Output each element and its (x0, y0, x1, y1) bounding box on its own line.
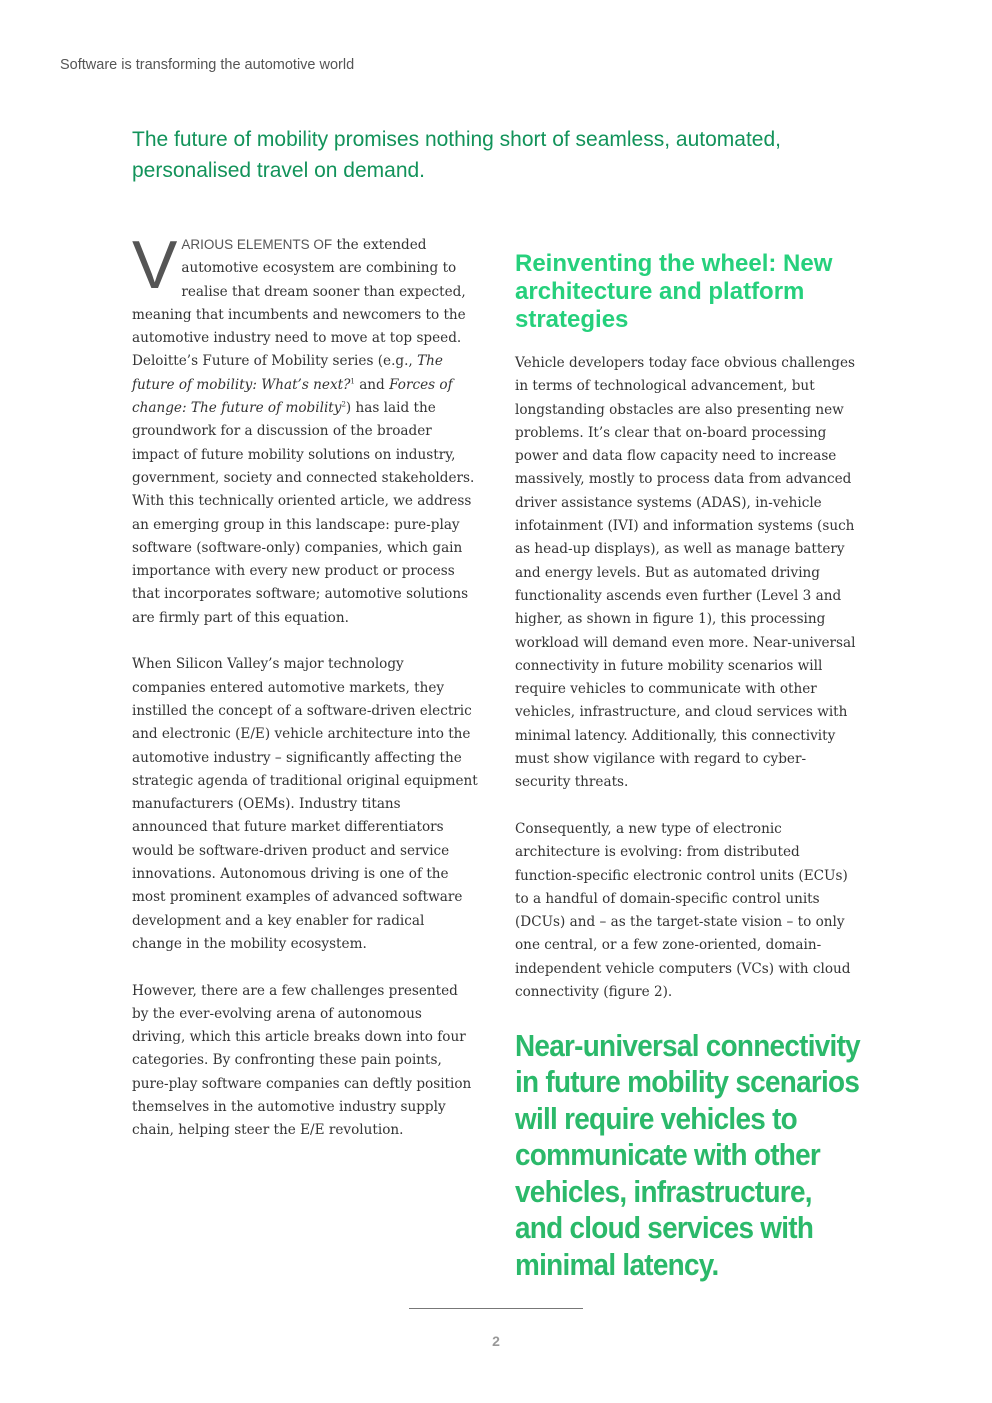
body-paragraph-2: When Silicon Valley’s major technology companies entered automotive markets, they instilled the concept of a software-driven electric and electronic (E/E) vehicle architecture into the automotive industry – significantly affecting the strategic agenda of traditional original equipment manufacturers (OEMs). Industry titans announced that future market differentiators would be software-driven product and service innovations. Autonomous driving is one of the most prominent examples of advanced software development and a key enabler for radical change in the mobility ecosystem. (132, 656, 478, 952)
citation-title-2: Forces of change: The future of mobility (132, 376, 453, 417)
page-number: 2 (492, 1333, 500, 1349)
intro-paragraph (132, 227, 478, 630)
drop-cap: V (132, 227, 178, 303)
footnote-ref-1: 1 (350, 377, 355, 386)
footnote-ref-2: 2 (341, 400, 346, 409)
lede-intro: The future of mobility promises nothing short of seamless, automated, personalised travel on demand. (132, 128, 781, 182)
right-column (515, 250, 861, 1283)
pull-quote: Near-universal connectivity in future mobility scenarios will require vehicles to communicate with other vehicles, infrastructure, and cloud services with minimal latency. (515, 1027, 860, 1282)
section-subhead: Reinventing the wheel: New architecture and platform strategies (515, 250, 833, 333)
running-header: Software is transforming the automotive world (60, 57, 355, 73)
intro-text-b: and (354, 376, 390, 393)
intro-text-a: the extended automotive ecosystem are combining to realise that dream sooner than expected, meaning that incumbents and newcomers to the automotive industry need to move at top speed. Deloitte’s Future of Mobility series (e.g., (132, 237, 466, 370)
body-paragraph-3: However, there are a few challenges presented by the ever-evolving arena of autonomous driving, which this article breaks down into four categories. By confronting these pain points, pure-play software companies can deftly position themselves in the automotive industry supply chain, helping steer the E/E revolution. (132, 982, 472, 1139)
intro-text-c: ) has laid the groundwork for a discussion of the broader impact of future mobility solutions on industry, government, society and connected stakeholders. With this technically oriented article, we address an emerging group in this landscape: pure-play software (software-only) companies, which gain importance with every new product or process that incorporates software; automotive solutions are firmly part of this equation. (132, 400, 475, 626)
intro-smallcaps: ARIOUS ELEMENTS OF (181, 237, 333, 252)
body-paragraph-right-1: Vehicle developers today face obvious challenges in terms of technological advancement, but longstanding obstacles are also presenting new problems. It’s clear that on-board processing power and data flow capacity need to increase massively, mostly to process data from advanced driver assistance systems (ADAS), in-vehicle infotainment (IVI) and information systems (such as head-up displays), as well as manage battery and energy levels. But as automated driving functionality ascends even further (Level 3 and higher, as shown in figure 1), this processing workload will demand even more. Near-universal connectivity in future mobility scenarios will require vehicles to communicate with other vehicles, infrastructure, and cloud services with minimal latency. Additionally, this connectivity must show vigilance with regard to cyber-security threats. (515, 355, 856, 791)
citation-title-1: The future of mobility: What’s next? (132, 353, 443, 393)
left-column (132, 227, 478, 1166)
footer-divider (409, 1308, 583, 1309)
body-paragraph-right-2: Consequently, a new type of electronic architecture is evolving: from distributed function-specific electronic control units (ECUs) to a handful of domain-specific control units (DCUs) and – as the target-state vision – to only one central, or a few zone-oriented, domain-independent vehicle computers (VCs) with cloud connectivity (figure 2). (515, 820, 851, 1001)
